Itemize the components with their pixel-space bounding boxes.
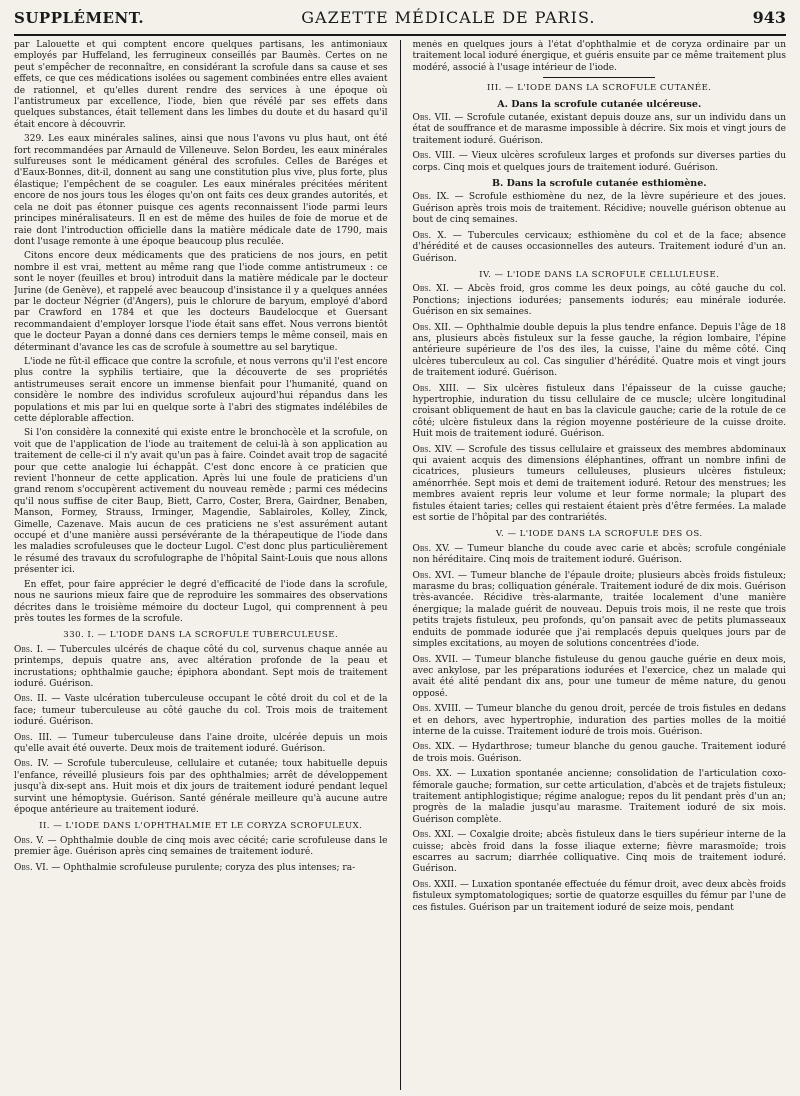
observation — [413, 445, 787, 525]
observation-text: — Tumeur blanche du genou droit, percée de trois fistules en dedans et en dehors, avec hypertrophie, induration des parties molles de la moitié interne de la cuisse. Traitement ioduré de trois mois. Guérison. — [412, 704, 787, 737]
observation — [413, 384, 787, 441]
observation — [413, 323, 787, 380]
paragraph: Citons encore deux médicaments que des praticiens de nos jours, en petit nombre il est vrai, mettent au même rang que l'iode comme antistrumeux : ce sont le noyer (feuilles et brou) introduit dans la matière médicale par le docteur Jurine (de Genève), et rappelé avec beaucoup d'insistance il y a quelques années par le docteur Négrier (d'Angers), puis le chlorure de baryum, employé d'abord par Crawford en 1784 et que les docteurs Baudelocque et Guersant recommandaient d'employer lorsque l'iode était sans effet. Nous verrons bientôt que le docteur Payan a donné dans ces derniers temps le même conseil, mais en déterminant d'avance les cas de scrofule à soumettre au sel barytique. — [14, 251, 388, 353]
observation — [14, 863, 388, 874]
observation-label: Obs. VI. — [14, 862, 49, 873]
observation-text: — Scrofule des tissus cellulaire et graisseux des membres abdominaux qui avaient acquis des dimensions éléphantines, offrant un nombre infini de cicatrices, plusieurs tumeurs celluleuses, plusieurs ulcères fistuleux; aménorrhée. Sept mois et demi de traitement ioduré. Retour des menstrues; les membres avaient repris leur volume et leur forme normale; la plupart des fistules étaient taries; celles qui restaient étaient près d'être fermées. La malade est sortie de l'hôpital par des contrariétés. — [412, 444, 787, 524]
observation-label: Obs. XVII. — [412, 654, 459, 665]
observation — [14, 759, 388, 816]
observation-text: — Vaste ulcération tuberculeuse occupant le côté droit du col et de la face; tumeur tuberculeuse au côté gauche du col. Trois mois de traitement ioduré. Guérison. — [14, 694, 388, 728]
observation — [413, 769, 787, 826]
observation — [14, 645, 388, 691]
observation — [413, 284, 787, 318]
subsection-heading: B. Dans la scrofule cutanée esthiomène. — [491, 178, 707, 190]
observation-text: — Scrofule tuberculeuse, cellulaire et cutanée; toux habituelle depuis l'enfance, réveillé plusieurs fois par des ophthalmies; arrêt de développement jusqu'à dix-sept ans. Huit mois et dix jours de traitement ioduré pendant lequel survint une hémoptysie. Guérison. Santé générale meilleure qu'à aucune autre époque antérieure au traitement ioduré. — [14, 759, 388, 815]
observation — [413, 231, 787, 265]
observation-label: Obs. XV. — [412, 543, 450, 554]
observation-label: Obs. X. — [412, 230, 447, 241]
observation — [413, 113, 787, 147]
observation-label: Obs. XVI. — [412, 570, 455, 581]
paragraph: menés en quelques jours à l'état d'ophthalmie et de coryza ordinaire par un traitement local ioduré énergique, et guéris ensuite par ce même traitement plus modéré, associé à l'usage intérieur de l'iode. — [412, 40, 787, 73]
observation-label: Obs. IV. — [14, 759, 49, 770]
observation-text: — Scrofule esthiomène du nez, de la lèvre supérieure et des joues. Guérison après trois mois de traitement. Récidive; nouvelle guérison obtenue au bout de cinq semaines. — [412, 192, 787, 226]
observation-text: — Tubercules cervicaux; esthiomène du col et de la face; absence d'hérédité et de causes occasionnelles des auteurs. Traitement ioduré d'un an. Guérison. — [412, 230, 787, 264]
observation-text: — Luxation spontanée ancienne; consolidation de l'articulation coxo-fémorale gauche; formation, sur cette articulation, d'abcès et de trajets fistuleux; traitement antiphlogistique; régime analogue; repos du lit pendant près d'un an; progrès de la maladie jusqu'au marasme. Traitement ioduré de six mois. Guérison complète. — [412, 769, 787, 825]
separator-rule — [543, 77, 655, 78]
observation-label: Obs. XXII. — [412, 879, 457, 890]
observation — [14, 694, 388, 728]
observation — [413, 830, 787, 876]
observation-label: Obs. II. — [14, 694, 48, 705]
observation-text: — Ophthalmie double depuis la plus tendre enfance. Depuis l'âge de 18 ans, plusieurs abcès fistuleux sur la fesse gauche, la région lombaire, l'épine antérieure supérieure de l'os des iles, la cuisse, l'aine du même côté. Cinq ulcères tuberculeux au col. Cas singulier d'hérédité. Quatre mois et vingt jours de traitement ioduré. Guérison. — [412, 322, 787, 379]
observation-text: — Luxation spontanée effectuée du fémur droit, avec deux abcès froids fistuleux symptomatologiques; sortie de quatorze esquilles du fémur par l'une de ces fistules. Guérison par un traitement ioduré de seize mois, pendant — [412, 879, 787, 913]
observation — [413, 192, 787, 226]
header-supplement: SUPPLÉMENT. — [14, 9, 145, 27]
observation-label: Obs. XII. — [412, 322, 451, 333]
observation — [413, 151, 787, 174]
observation-text: — Hydarthrose; tumeur blanche du genou gauche. Traitement ioduré de trois mois. Guérison. — [412, 742, 786, 764]
paragraph: En effet, pour faire apprécier le degré d'efficacité de l'iode dans la scrofule, nous ne saurions mieux faire que de reproduire les sommaires des observations décrites dans le troisième mémoire du docteur Lugol, qui comprennent à peu près toutes les formes de la scrofule. — [14, 579, 388, 624]
observation-text: — Abcès froid, gros comme les deux poings, au côté gauche du col. Ponctions; injections iodurées; pansements iodurés; eau minérale iodurée. Guérison en six semaines. — [412, 284, 787, 318]
observation-label: Obs. XIII. — [412, 383, 459, 394]
paragraph: 329. Les eaux minérales salines, ainsi que nous l'avons vu plus haut, ont été fort recommandées par Arnauld de Villeneuve. Selon Bordeu, les eaux minérales sulfureuses sont le médicament général des scrofules. Celles de Baréges et d'Eaux-Bonnes, dit-il, donnent au sang une constitution plus vive, plus forte, plus élastique; l'empêchent de se coaguler. Les eaux minérales précitées méritent encore de nos jours tous les éloges qu'on ont faits ces deux grandes autorités, et cela ne doit pas étonner puisque ces agents reconnaissent l'iode parmi leurs principes minéralisateurs. Il en est de même des huiles de foie de morue et de raie dont l'introduction officielle dans la matière médicale date de 1790, mais dont l'usage remonte à une époque beaucoup plus reculée. — [14, 134, 388, 247]
section-heading: V. — L'IODE DANS LA SCROFULE DES OS. — [495, 529, 703, 540]
subsection-heading: A. Dans la scrofule cutanée ulcéreuse. — [497, 98, 702, 110]
section-heading: III. — L'IODE DANS LA SCROFULE CUTANÉE. — [487, 83, 712, 94]
observation-label: Obs. V. — [14, 835, 45, 846]
left-column — [14, 40, 388, 1090]
observation-label: Obs. VIII. — [412, 151, 456, 162]
observation-label: Obs. XIX. — [412, 742, 455, 753]
observation-label: Obs. III. — [14, 732, 53, 743]
observation-text: — Vieux ulcères scrofuleux larges et profonds sur diverses parties du corps. Cinq mois et quelques jours de traitement ioduré. Guérison. — [412, 151, 787, 173]
right-column — [413, 40, 787, 1090]
running-header — [14, 8, 786, 36]
observation-text: — Coxalgie droite; abcès fistuleux dans le tiers supérieur interne de la cuisse; abcès froid dans la fosse iliaque externe; fièvre marasmoïde; trois escarres au sacrum; diarrhée colliquative. Cinq mois de traitement ioduré. Guérison. — [412, 830, 787, 875]
observation-text: — Tumeur tuberculeuse dans l'aine droite, ulcérée depuis un mois qu'elle avait été ouverte. Deux mois de traitement ioduré. Guérison. — [14, 732, 388, 754]
section-heading: II. — L'IODE DANS L'OPHTHALMIE ET LE CORYZA SCROFULEUX. — [39, 821, 363, 832]
paragraph: par Lalouette et qui comptent encore quelques partisans, les antimoniaux employés par Huffeland, les ferrugineux conseillés par Baumès. Certes on ne peut s'empêcher de reconnaître, en considérant la scrofule dans sa cause et ses effets, ce que ces médications isolées ou sagement combinées entre elles avaient de rationnel, et qu'elles durent rendre des services à une époque où l'antistrumeux par excellence, l'iode, bien que révélé par ses effets dans quelques substances, était tellement dans les limbes du doute et du hasard qu'il était encore à découvrir. — [14, 40, 388, 130]
observation — [413, 655, 787, 701]
observation — [413, 742, 787, 765]
section-heading: IV. — L'IODE DANS LA SCROFULE CELLULEUSE. — [479, 269, 720, 280]
observation-label: Obs. XX. — [412, 769, 452, 780]
observation-label: Obs. I. — [14, 644, 44, 655]
header-journal-title: GAZETTE MÉDICALE DE PARIS. — [301, 8, 596, 27]
column-divider — [400, 40, 401, 1090]
observation — [413, 880, 787, 914]
observation — [14, 733, 388, 756]
observation-label: Obs. XIV. — [412, 444, 453, 455]
observation-text: — Ophthalmie double de cinq mois avec cécité; carie scrofuleuse dans le premier âge. Guérison après cinq semaines de traitement ioduré. — [14, 835, 388, 858]
observation-text: — Tumeur blanche du coude avec carie et abcès; scrofule congéniale non héréditaire. Cinq mois de traitement ioduré. Guérison. — [412, 543, 786, 566]
observation-label: Obs. XI. — [412, 284, 450, 295]
observation — [413, 571, 787, 651]
paragraph: Si l'on considère la connexité qui existe entre le bronchocèle et la scrofule, on voit que de l'application de l'iode au traitement de celui-là à son application au traitement de celle-ci il n'y avait qu'un pas à faire. Coindet avait trop de sagacité pour que cette analogie lui échappât. C'est donc encore à ce praticien que revient l'honneur de cette application. Après lui une foule de praticiens d'un grand renom s'occupèrent activement du nouveau remède ; parmi ces médecins qu'il nous suffise de citer Baup, Biett, Carro, Coster, Brera, Gairdner, Benaben, Manson, Formey, Strauss, Irminger, Magendie, Sablairoles, Kolley, Zinck, Gimelle, Cazenave. Mais aucun de ces praticiens ne s'est assurément autant occupé et d'une manière aussi persévérante de la thérapeutique de l'iode dans les maladies scrofuleuses que le docteur Lugol. C'est donc plus particulièrement le résumé des travaux du scrofulographe de l'hôpital Saint-Louis que nous allons présenter ici. — [14, 428, 388, 576]
paragraph: L'iode ne fût-il efficace que contre la scrofule, et nous verrons qu'il l'est encore plus contre la syphilis tertiaire, que la découverte de ses propriétés antistrumeuses serait encore un immense bienfait pour l'humanité, quand on considère le nombre des individus scrofuleux aujourd'hui répandus dans les populations et mis par lui en quelque sorte à l'abri des stigmates indélébiles de cette déplorable affection. — [14, 356, 388, 424]
observation-text: — Ophthalmie scrofuleuse purulente; coryza des plus intenses; ra- — [48, 862, 356, 873]
page-number: 943 — [752, 8, 786, 27]
observation-text: — Scrofule cutanée, existant depuis douze ans, sur un individu dans un état de souffrance et de marasme impossible à décrire. Six mois et vingt jours de traitement ioduré. Guérison. — [412, 113, 787, 146]
observation-text: — Six ulcères fistuleux dans l'épaisseur de la cuisse gauche; hypertrophie, induration du tissu cellulaire de ce muscle; ulcère longitudinal croisant obliquement de haut en bas la clavicule gauche; carie de la rotule de ce côté; ulcère fistuleux dans la région moyenne postérieure de la cuisse droite. Huit mois de traitement ioduré. Guérison. — [412, 383, 787, 440]
observation-label: Obs. XVIII. — [412, 704, 462, 715]
observation-label: Obs. XXI. — [412, 830, 454, 841]
observation-label: Obs. VII. — [412, 113, 452, 124]
observation-label: Obs. IX. — [412, 192, 450, 203]
text-columns — [14, 40, 786, 1090]
observation-text: — Tumeur blanche de l'épaule droite; plusieurs abcès froids fistuleux; marasme du bras; colliquation générale. Traitement ioduré de dix mois. Guérison très-avancée. Récidive très-alarmante, traitée localement d'une manière énergique; la malade guérit de nouveau. Depuis trois mois, il ne reste que trois petits trajets fistuleux, peu profonds, qu'on pansait avec de petits plumasseaux enduits de pommade iodurée que j'ai remplacés depuis quelques jours par de simples excitations, au moyen de solutions concentrées d'iode. — [412, 570, 787, 650]
observation — [413, 704, 787, 738]
observation — [14, 836, 388, 859]
observation-text: — Tubercules ulcérés de chaque côté du col, survenus chaque année au printemps, depuis quatre ans, avec altération profonde de la peau et incrustations; ophthalmie gauche; épiphora abondant. Sept mois de traitement ioduré. Guérison. — [14, 644, 388, 689]
observation — [413, 544, 787, 567]
observation-text: — Tumeur blanche fistuleuse du genou gauche guérie en deux mois, avec ankylose, par les préparations iodurées et l'exercice, chez un malade qui avait été alité pendant dix ans, pour une tumeur de même nature, du genou opposé. — [412, 654, 787, 699]
section-heading: 330. I. — L'IODE DANS LA SCROFULE TUBERCULEUSE. — [63, 630, 339, 641]
